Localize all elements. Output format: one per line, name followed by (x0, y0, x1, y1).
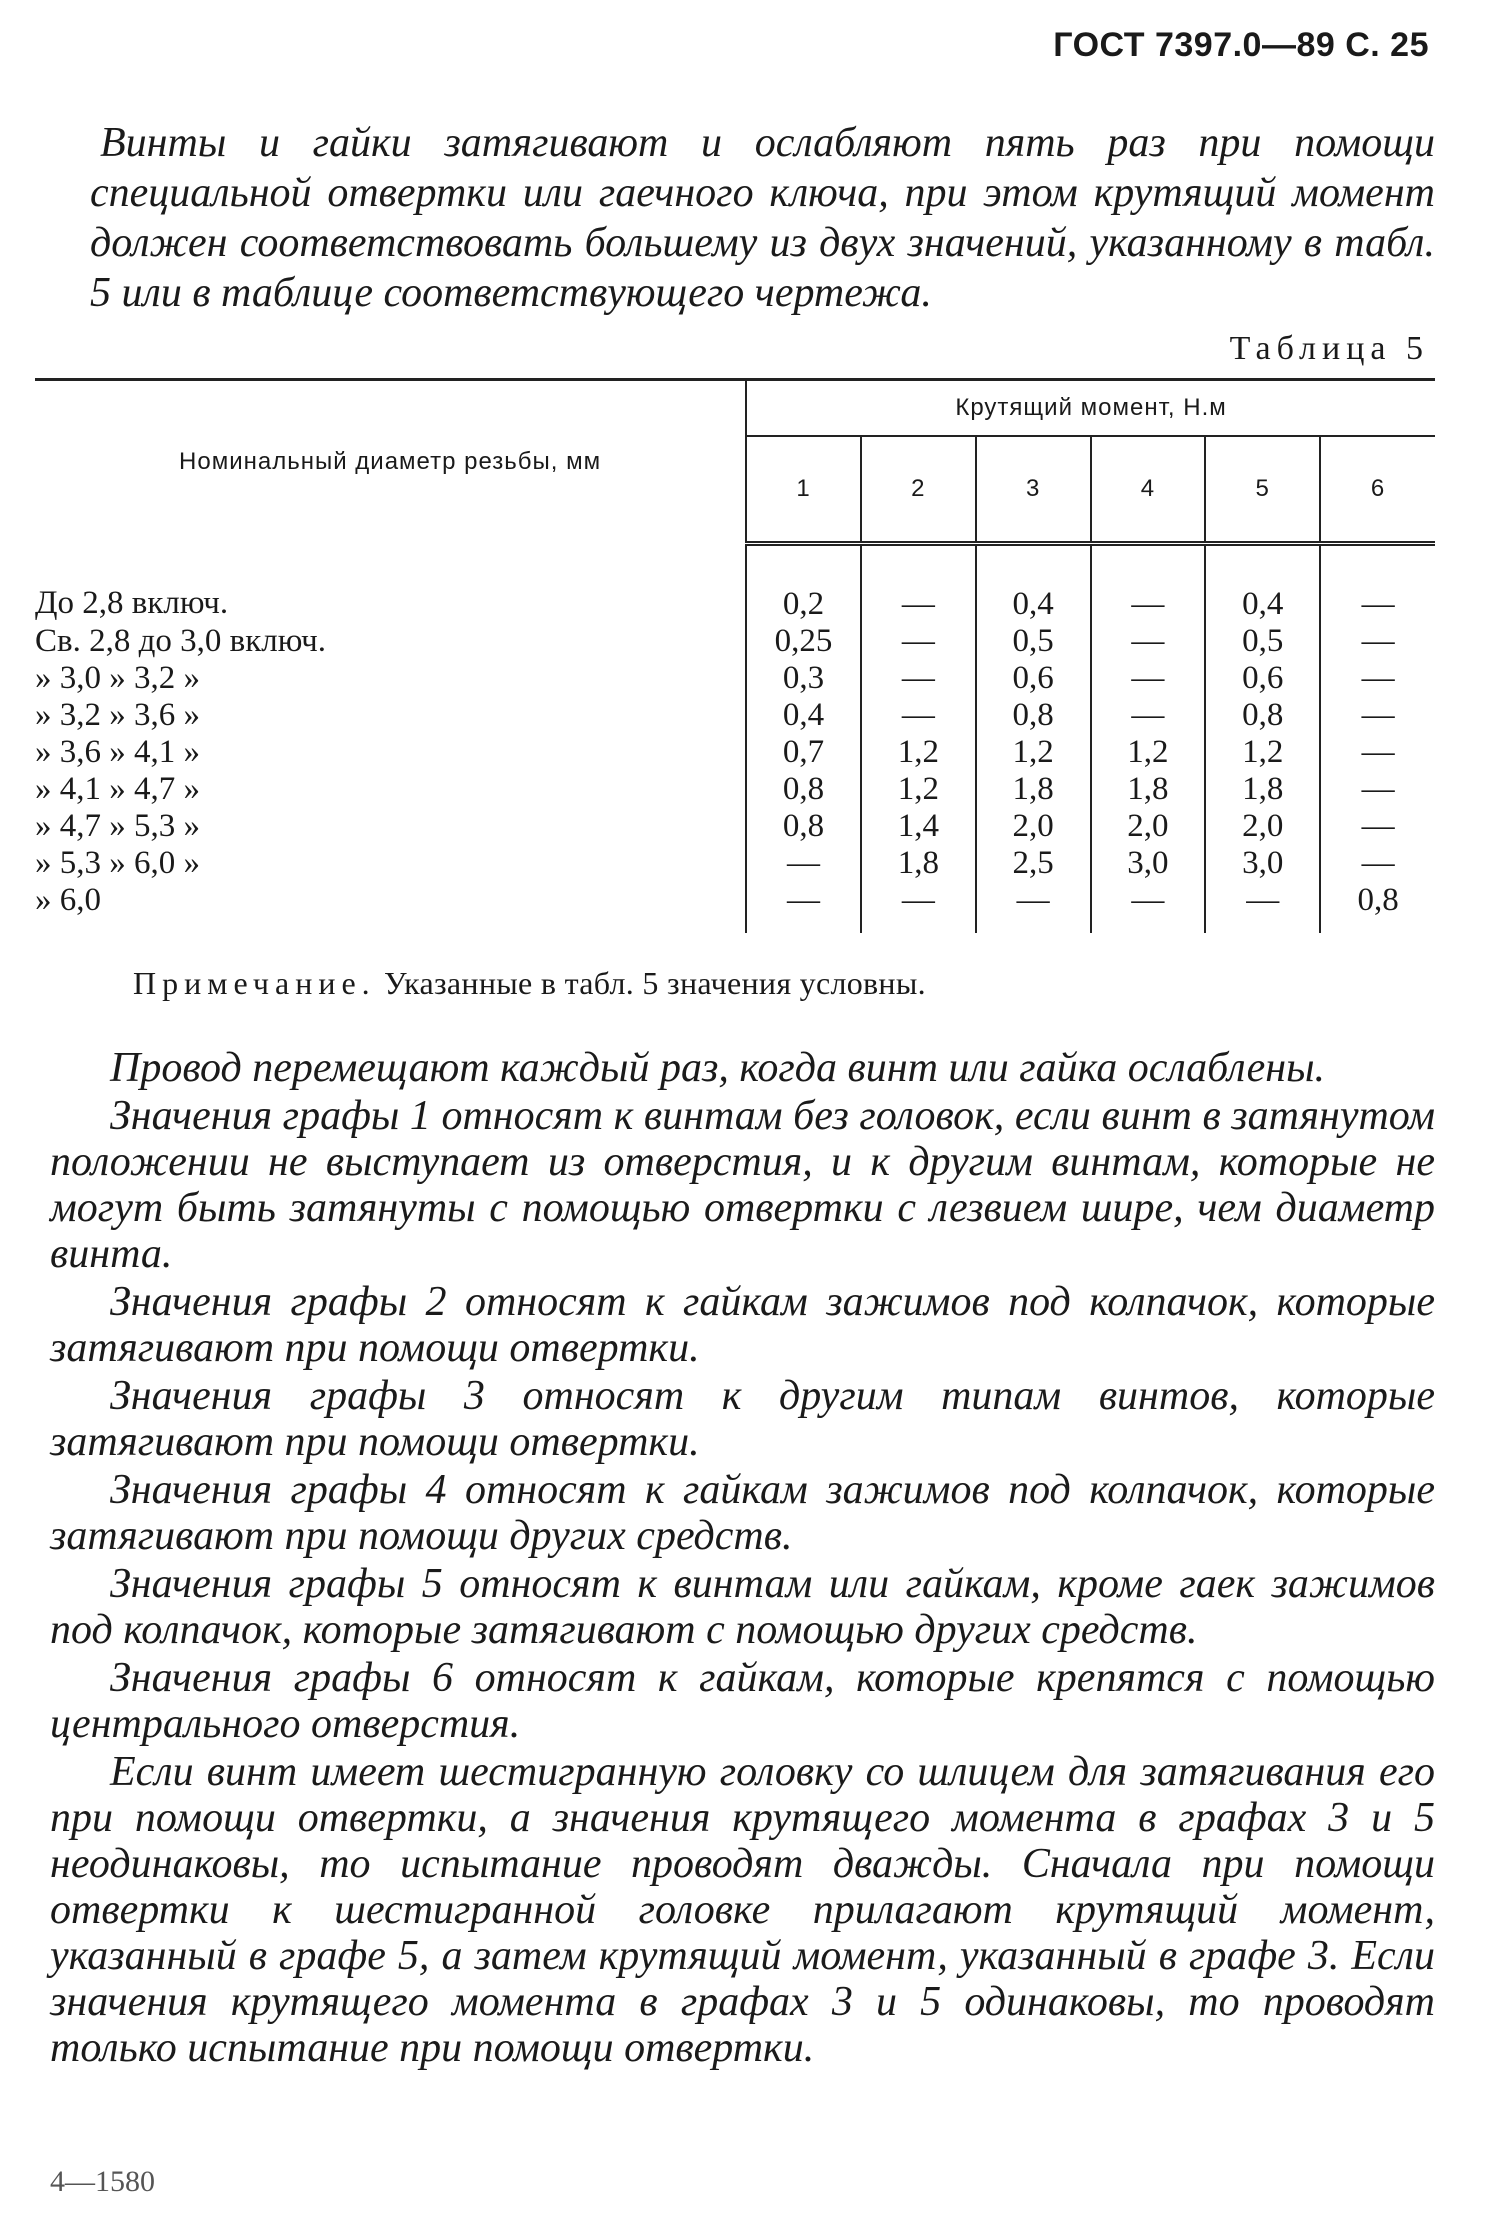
value-cell: — (861, 882, 976, 933)
value-cell: 1,2 (1205, 734, 1320, 771)
value-cell: 0,6 (976, 660, 1091, 697)
table-row (35, 734, 1435, 771)
value-cell: 2,5 (976, 845, 1091, 882)
table-note (133, 965, 926, 1002)
value-cell: 2,0 (1205, 808, 1320, 845)
table-row (35, 882, 1435, 933)
paragraph: Значения графы 4 относят к гайкам зажимов под колпачок, которые затягивают при помощи других средств. (50, 1467, 1435, 1559)
value-cell: 0,4 (1205, 544, 1320, 624)
column-number: 3 (976, 436, 1091, 544)
value-cell: — (861, 623, 976, 660)
value-cell: — (1091, 544, 1206, 624)
value-cell: 0,5 (976, 623, 1091, 660)
paragraph: Значения графы 2 относят к гайкам зажимов под колпачок, которые затягивают при помощи отвертки. (50, 1279, 1435, 1371)
diameter-cell: » 3,6 » 4,1 » (35, 734, 746, 771)
value-cell: — (1361, 734, 1395, 770)
intro-paragraph: Винты и гайки затягивают и ослабляют пять раз при помощи специальной отвертки или гаечного ключа, при этом крутящий момент должен соответствовать большему из двух значений, указанному в табл. 5 или в таблице соответствующего чертежа. (90, 120, 1435, 316)
diameter-cell: » 4,7 » 5,3 » (35, 808, 746, 845)
table-row (35, 623, 1435, 660)
value-cell: — (1361, 586, 1395, 622)
value-cell: — (1361, 808, 1395, 844)
value-cell: — (1091, 623, 1206, 660)
value-cell: 2,0 (1091, 808, 1206, 845)
value-cell: — (1091, 882, 1206, 933)
value-cell: — (746, 882, 861, 933)
value-cell: 1,2 (1091, 734, 1206, 771)
value-cell: — (746, 845, 861, 882)
paragraph: Значения графы 6 относят к гайкам, которые крепятся с помощью центрального отверстия. (50, 1655, 1435, 1747)
value-cell: — (1091, 697, 1206, 734)
value-cell: — (1361, 845, 1395, 881)
table-row (35, 697, 1435, 734)
torque-header: Крутящий момент, Н.м (746, 380, 1435, 437)
value-cell: 0,3 (746, 660, 861, 697)
paragraph: Провод перемещают каждый раз, когда винт или гайка ослаблены. (110, 1045, 1326, 1091)
page-footer: 4—1580 (50, 2165, 155, 2198)
value-cell: — (1361, 771, 1395, 807)
paragraph: Значения графы 5 относят к винтам или гайкам, кроме гаек зажимов под колпачок, которые затягивают с помощью других средств. (50, 1561, 1435, 1653)
value-cell: 0,4 (746, 697, 861, 734)
column-number: 6 (1320, 436, 1435, 544)
paragraph: Если винт имеет шестигранную головку со шлицем для затягивания его при помощи отвертки, а значения крутящего момента в графах 3 и 5 неодинаковы, то испытание проводят дважды. Сначала при помощи отвертки к шестигранной головке прилагают крутящий момент, указанный в графе 5, а затем крутящий момент, указанный в графе 3. Если значения крутящего момента в графах 3 и 5 одинаковы, то проводят только испытание при помощи отвертки. (50, 1749, 1435, 2071)
value-cell: — (861, 697, 976, 734)
value-cell: 0,8 (746, 771, 861, 808)
paragraph: Значения графы 3 относят к другим типам винтов, которые затягивают при помощи отвертки. (50, 1373, 1435, 1465)
paragraph: Значения графы 1 относят к винтам без головок, если винт в затянутом положении не выступает из отверстия, и к другим винтам, которые не могут быть затянуты с помощью отвертки с лезвием шире, чем диаметр винта. (50, 1093, 1435, 1277)
value-cell: 1,8 (976, 771, 1091, 808)
table-label: Таблица 5 (1229, 330, 1429, 367)
value-cell: 1,8 (1091, 771, 1206, 808)
value-cell: 0,2 (746, 544, 861, 624)
value-cell: 0,25 (746, 623, 861, 660)
table-row (35, 660, 1435, 697)
value-cell: 0,8 (1205, 697, 1320, 734)
table-row (35, 544, 1435, 624)
diameter-cell: » 6,0 (35, 882, 746, 933)
value-cell: 0,8 (1357, 882, 1399, 918)
table-row (35, 808, 1435, 845)
diameter-header: Номинальный диаметр резьбы, мм (35, 380, 746, 544)
diameter-cell: » 4,1 » 4,7 » (35, 771, 746, 808)
value-cell: 1,2 (976, 734, 1091, 771)
value-cell: 3,0 (1091, 845, 1206, 882)
table-row (35, 771, 1435, 808)
diameter-cell: До 2,8 включ. (35, 544, 746, 624)
value-cell: 0,5 (1205, 623, 1320, 660)
value-cell: 0,7 (746, 734, 861, 771)
value-cell: — (1361, 697, 1395, 733)
page-header: ГОСТ 7397.0—89 С. 25 (1053, 26, 1429, 64)
value-cell: — (861, 544, 976, 624)
value-cell: 2,0 (976, 808, 1091, 845)
value-cell: — (861, 660, 976, 697)
value-cell: — (976, 882, 1091, 933)
diameter-cell: » 3,2 » 3,6 » (35, 697, 746, 734)
value-cell: 1,2 (861, 771, 976, 808)
diameter-cell: » 5,3 » 6,0 » (35, 845, 746, 882)
table-row (35, 845, 1435, 882)
value-cell: 0,8 (976, 697, 1091, 734)
value-cell: — (1361, 623, 1395, 659)
diameter-cell: » 3,0 » 3,2 » (35, 660, 746, 697)
value-cell: — (1091, 660, 1206, 697)
column-number: 4 (1091, 436, 1206, 544)
column-number: 5 (1205, 436, 1320, 544)
body-text (50, 1045, 1435, 2073)
value-cell: — (1205, 882, 1320, 933)
value-cell: 0,8 (746, 808, 861, 845)
value-cell: 3,0 (1205, 845, 1320, 882)
value-cell: 0,6 (1205, 660, 1320, 697)
value-cell: 0,4 (976, 544, 1091, 624)
diameter-cell: Св. 2,8 до 3,0 включ. (35, 623, 746, 660)
value-cell: — (1361, 660, 1395, 696)
value-cell: 1,2 (861, 734, 976, 771)
value-cell: 1,8 (861, 845, 976, 882)
value-cell: 1,4 (861, 808, 976, 845)
note-label: Примечание. (133, 965, 376, 1001)
torque-table (35, 378, 1435, 933)
column-number: 2 (861, 436, 976, 544)
value-cell: 1,8 (1205, 771, 1320, 808)
column-number: 1 (746, 436, 861, 544)
note-text: Указанные в табл. 5 значения условны. (383, 965, 926, 1001)
